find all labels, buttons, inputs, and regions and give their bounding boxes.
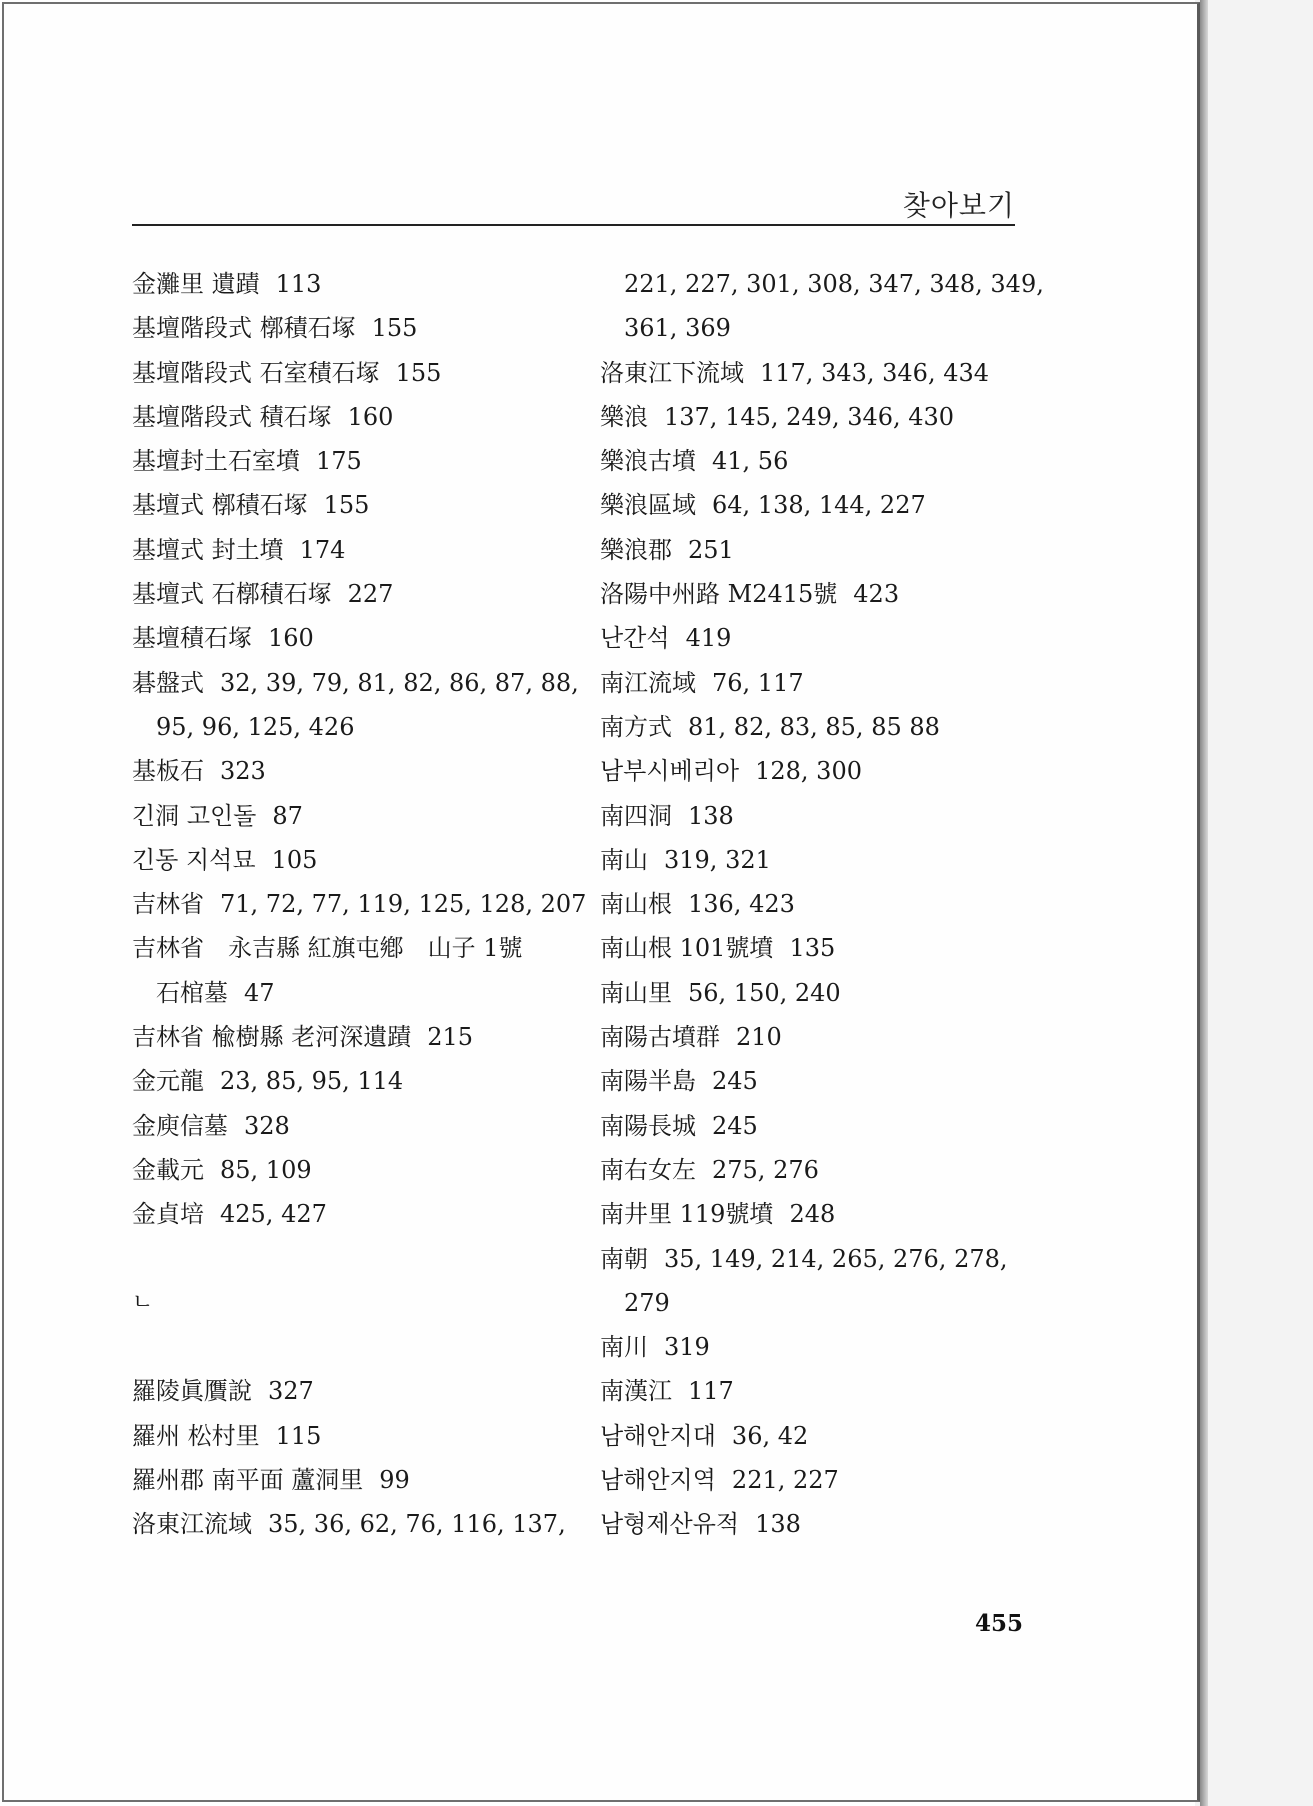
index-entry	[600, 1237, 1030, 1281]
index-pages: 99	[379, 1466, 410, 1495]
index-term: 긴洞 고인돌	[132, 801, 257, 830]
index-term: 吉林省 永吉縣 紅旗屯鄕 山子 1號	[132, 934, 523, 963]
index-term: 金灘里 遺蹟	[132, 270, 260, 298]
index-term: 南山根	[600, 890, 672, 919]
index-term: 南山	[600, 845, 648, 874]
header-rule	[132, 224, 1015, 226]
index-entry	[600, 705, 1030, 749]
index-pages: 210	[736, 1023, 782, 1052]
index-pages: 425, 427	[220, 1200, 327, 1229]
index-entry	[132, 528, 562, 572]
index-term: 南四洞	[600, 801, 672, 830]
index-entry	[132, 794, 562, 838]
index-pages: 155	[371, 314, 418, 343]
index-term: 南川	[600, 1333, 648, 1362]
index-entry	[132, 1458, 562, 1502]
index-term: 南井里 119號墳	[600, 1200, 774, 1229]
index-pages: 221, 227, 301, 308, 347, 348, 349,	[624, 270, 1044, 298]
index-entry	[600, 1192, 1030, 1236]
index-pages: 35, 36, 62, 76, 116, 137,	[268, 1510, 566, 1539]
index-pages: 87	[272, 801, 303, 830]
index-entry	[600, 1414, 1030, 1458]
index-entry	[132, 882, 587, 926]
index-pages: 248	[789, 1200, 836, 1229]
index-pages: 95, 96, 125, 426	[156, 712, 355, 741]
index-entry	[132, 572, 562, 616]
index-term: 南山里	[600, 978, 672, 1007]
index-entry	[600, 794, 1030, 838]
index-pages: 138	[688, 801, 734, 830]
index-term: 洛東江流域	[132, 1510, 252, 1539]
index-entry	[132, 1369, 562, 1413]
index-pages: 245	[712, 1111, 758, 1140]
index-entry	[600, 483, 1030, 527]
index-pages: 56, 150, 240	[688, 978, 841, 1007]
index-entry	[132, 749, 562, 793]
index-pages: 319	[664, 1333, 710, 1362]
index-entry	[600, 572, 1030, 616]
blank-line	[132, 1237, 562, 1281]
index-pages: 113	[275, 270, 322, 298]
index-pages: 419	[685, 624, 732, 653]
index-entry	[600, 1369, 1030, 1413]
index-term: 基壇階段式 積石塚	[132, 402, 332, 431]
index-pages: 328	[244, 1111, 290, 1140]
index-entry	[132, 306, 562, 350]
index-entry	[600, 882, 1030, 926]
index-entry	[132, 705, 562, 749]
index-term: 난간석	[600, 624, 670, 653]
index-term: 羅陵眞贋說	[132, 1377, 252, 1406]
index-pages: 117	[688, 1377, 734, 1406]
index-pages: 136, 423	[688, 890, 795, 919]
index-entry	[600, 1281, 1030, 1325]
index-entry	[132, 351, 562, 395]
index-term: 南朝	[600, 1244, 648, 1273]
index-term: 긴동 지석묘	[132, 845, 256, 874]
index-term: 洛東江下流域	[600, 358, 744, 387]
index-pages: 160	[268, 624, 314, 653]
index-pages: 323	[220, 757, 266, 786]
index-pages: 174	[299, 535, 346, 564]
index-term: 樂浪區域	[600, 491, 696, 520]
index-term: 基壇式 槨積石塚	[132, 491, 308, 520]
index-term: 남부시베리아	[600, 757, 740, 786]
page-edge-shadow	[1200, 0, 1208, 1806]
index-pages: 221, 227	[731, 1466, 839, 1495]
index-term: 碁盤式	[132, 668, 204, 697]
index-term: 石棺墓	[156, 978, 228, 1007]
index-pages: 227	[347, 580, 394, 609]
index-pages: 423	[853, 580, 900, 609]
index-term: 남형제산유적	[600, 1510, 740, 1539]
scan-background	[1195, 0, 1313, 1806]
index-pages: 135	[789, 934, 836, 963]
index-entry	[132, 1104, 562, 1148]
index-entry	[132, 483, 562, 527]
index-pages: 23, 85, 95, 114	[220, 1067, 404, 1096]
index-entry	[600, 439, 1030, 483]
index-term: 金載元	[132, 1155, 204, 1184]
index-term: 吉林省 楡樹縣 老河深遺蹟	[132, 1023, 412, 1052]
index-pages: 251	[688, 535, 734, 564]
index-pages: 128, 300	[755, 757, 862, 786]
index-column-right	[600, 262, 1044, 1547]
index-pages: 175	[316, 447, 362, 476]
index-term: 基壇封土石室墳	[132, 447, 300, 476]
index-pages: 275, 276	[712, 1155, 819, 1184]
index-pages: 245	[712, 1067, 758, 1096]
index-term: 基壇階段式 槨積石塚	[132, 314, 356, 343]
index-entry	[600, 1059, 1030, 1103]
index-entry	[132, 1502, 566, 1546]
index-entry	[132, 926, 562, 970]
index-term: 基壇式 封土墳	[132, 535, 284, 564]
index-entry	[132, 1059, 562, 1103]
index-term: 남해안지역	[600, 1466, 716, 1495]
index-entry	[600, 528, 1030, 572]
index-pages: 41, 56	[712, 447, 789, 476]
index-term: 基壇階段式 石室積石塚	[132, 358, 380, 387]
index-entry	[600, 1325, 1030, 1369]
index-entry	[132, 1148, 562, 1192]
index-term: 基壇式 石槨積石塚	[132, 580, 332, 609]
index-entry	[600, 926, 1030, 970]
index-pages: 64, 138, 144, 227	[712, 491, 926, 520]
index-entry	[132, 1015, 562, 1059]
index-term: 羅州 松村里	[132, 1421, 260, 1450]
index-pages: 138	[755, 1510, 801, 1539]
index-entry	[600, 661, 1030, 705]
index-term: 남해안지대	[600, 1421, 716, 1450]
index-entry	[132, 262, 562, 306]
index-entry	[600, 306, 1030, 350]
index-entry	[600, 616, 1030, 660]
index-pages: 36, 42	[731, 1421, 809, 1450]
index-pages: 319, 321	[664, 845, 771, 874]
index-term: 金庾信墓	[132, 1111, 228, 1140]
index-pages: 81, 82, 83, 85, 85 88	[688, 712, 940, 741]
section-letter: ㄴ	[132, 1289, 154, 1315]
index-entry	[132, 838, 562, 882]
index-pages: 85, 109	[220, 1155, 312, 1184]
index-entry	[132, 439, 562, 483]
index-entry	[600, 749, 1030, 793]
index-entry	[132, 1414, 562, 1458]
index-term: 樂浪古墳	[600, 447, 696, 476]
index-term: 樂浪郡	[600, 535, 672, 564]
index-entry	[132, 661, 579, 705]
index-term: 南漢江	[600, 1377, 672, 1406]
page-number: 455	[975, 1610, 1024, 1637]
index-term: 金元龍	[132, 1067, 204, 1096]
index-entry	[600, 1502, 1030, 1546]
index-entry	[600, 1104, 1030, 1148]
index-pages: 117, 343, 346, 434	[760, 358, 990, 387]
index-term: 南方式	[600, 712, 672, 741]
index-pages: 76, 117	[712, 668, 804, 697]
index-pages: 137, 145, 249, 346, 430	[664, 402, 955, 431]
index-pages: 71, 72, 77, 119, 125, 128, 207	[220, 890, 587, 919]
index-entry	[600, 1015, 1030, 1059]
index-pages: 155	[323, 491, 370, 520]
index-pages: 279	[624, 1288, 670, 1317]
index-term: 南江流域	[600, 668, 696, 697]
blank-line	[132, 1325, 562, 1369]
index-term: 南山根 101號墳	[600, 934, 774, 963]
index-entry	[132, 971, 562, 1015]
index-pages: 215	[427, 1023, 474, 1052]
index-term: 樂浪	[600, 402, 648, 431]
index-pages: 47	[244, 978, 275, 1007]
index-pages: 155	[395, 358, 442, 387]
index-term: 基板石	[132, 757, 204, 786]
index-term: 南陽半島	[600, 1067, 696, 1096]
index-term: 南陽古墳群	[600, 1023, 720, 1052]
index-term: 洛陽中州路 M2415號	[600, 580, 838, 609]
index-column-left	[132, 262, 587, 1547]
index-entry	[600, 262, 1044, 306]
index-entry	[600, 395, 1030, 439]
index-pages: 105	[271, 845, 318, 874]
index-entry	[600, 1458, 1030, 1502]
index-pages: 32, 39, 79, 81, 82, 86, 87, 88,	[220, 668, 579, 697]
index-term: 吉林省	[132, 890, 204, 919]
index-entry	[600, 971, 1030, 1015]
index-entry	[132, 616, 562, 660]
index-term: 基壇積石塚	[132, 624, 252, 653]
index-entry	[132, 395, 562, 439]
index-term: 南陽長城	[600, 1111, 696, 1140]
index-entry	[132, 1192, 562, 1236]
index-term: 金貞培	[132, 1200, 204, 1229]
index-entry	[600, 1148, 1030, 1192]
index-pages: 115	[275, 1421, 322, 1450]
index-pages: 361, 369	[624, 314, 731, 343]
index-entry	[600, 838, 1030, 882]
index-term: 羅州郡 南平面 蘆洞里	[132, 1466, 364, 1495]
index-pages: 327	[268, 1377, 314, 1406]
index-entry	[600, 351, 1030, 395]
index-pages: 160	[347, 402, 394, 431]
index-pages: 35, 149, 214, 265, 276, 278,	[664, 1244, 1008, 1273]
index-term: 南右女左	[600, 1155, 696, 1184]
running-header-title: 찾아보기	[902, 189, 1015, 222]
